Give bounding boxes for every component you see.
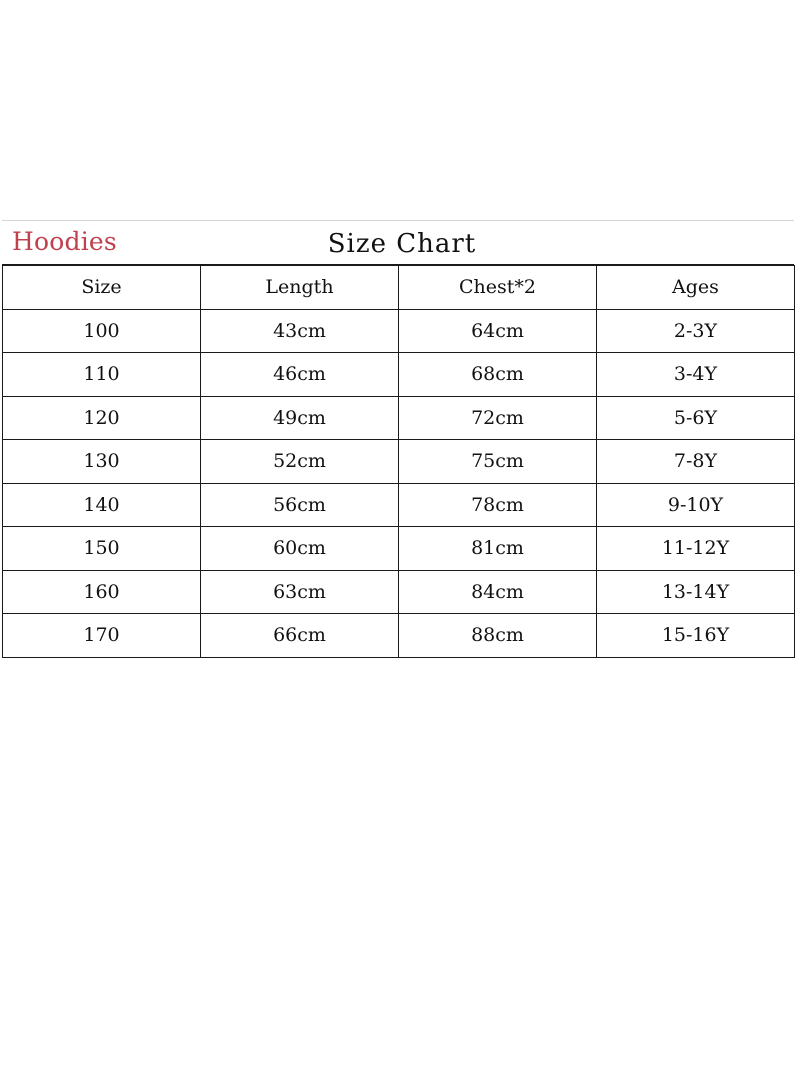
header-row xyxy=(3,266,795,310)
cell-size: 120 xyxy=(3,396,201,440)
cell-ages: 13-14Y xyxy=(597,570,795,614)
cell-ages: 11-12Y xyxy=(597,527,795,571)
table-row xyxy=(3,309,795,353)
table-row xyxy=(3,440,795,484)
table-row xyxy=(3,353,795,397)
cell-ages: 7-8Y xyxy=(597,440,795,484)
cell-size: 140 xyxy=(3,483,201,527)
cell-size: 150 xyxy=(3,527,201,571)
cell-length: 52cm xyxy=(201,440,399,484)
cell-length: 43cm xyxy=(201,309,399,353)
cell-chest: 84cm xyxy=(399,570,597,614)
column-header-ages: Ages xyxy=(597,266,795,310)
cell-chest: 72cm xyxy=(399,396,597,440)
cell-size: 110 xyxy=(3,353,201,397)
brand-label: Hoodies xyxy=(12,227,117,256)
cell-length: 49cm xyxy=(201,396,399,440)
chart-title: Size Chart xyxy=(327,229,477,259)
table-row xyxy=(3,483,795,527)
cell-chest: 81cm xyxy=(399,527,597,571)
cell-length: 60cm xyxy=(201,527,399,571)
column-header-size: Size xyxy=(3,266,201,310)
size-table xyxy=(2,265,795,658)
cell-ages: 2-3Y xyxy=(597,309,795,353)
column-header-chest: Chest*2 xyxy=(399,266,597,310)
cell-ages: 5-6Y xyxy=(597,396,795,440)
title-row xyxy=(2,221,794,265)
table-row xyxy=(3,614,795,658)
cell-size: 130 xyxy=(3,440,201,484)
cell-chest: 78cm xyxy=(399,483,597,527)
cell-length: 56cm xyxy=(201,483,399,527)
cell-length: 66cm xyxy=(201,614,399,658)
cell-length: 63cm xyxy=(201,570,399,614)
column-header-length: Length xyxy=(201,266,399,310)
cell-chest: 75cm xyxy=(399,440,597,484)
size-chart xyxy=(2,220,794,656)
cell-length: 46cm xyxy=(201,353,399,397)
table-row xyxy=(3,396,795,440)
cell-chest: 88cm xyxy=(399,614,597,658)
cell-size: 100 xyxy=(3,309,201,353)
cell-chest: 64cm xyxy=(399,309,597,353)
cell-chest: 68cm xyxy=(399,353,597,397)
cell-ages: 9-10Y xyxy=(597,483,795,527)
table-row xyxy=(3,527,795,571)
table-row xyxy=(3,570,795,614)
cell-ages: 3-4Y xyxy=(597,353,795,397)
cell-size: 160 xyxy=(3,570,201,614)
cell-size: 170 xyxy=(3,614,201,658)
cell-ages: 15-16Y xyxy=(597,614,795,658)
